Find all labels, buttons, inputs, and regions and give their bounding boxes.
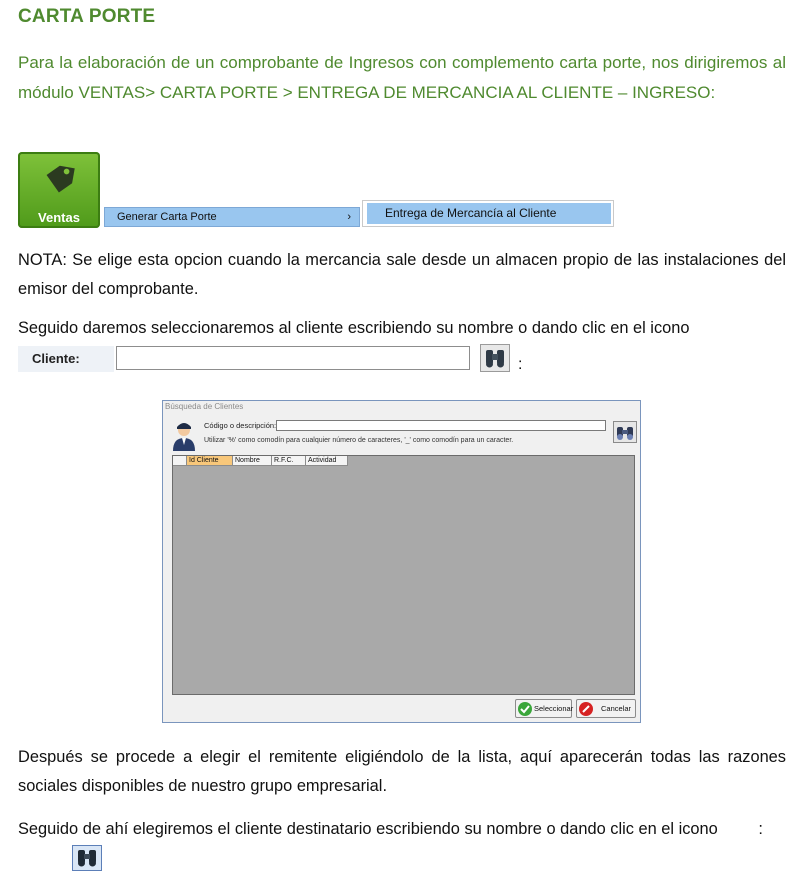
seleccionar-button[interactable] bbox=[515, 699, 572, 718]
binoculars-icon bbox=[614, 422, 636, 442]
wildcard-hint: Utilizar '%' como comodín para cualquier número de caracteres, '_' como comodín para un caracter. bbox=[204, 437, 514, 444]
cliente-label: Cliente: bbox=[18, 346, 114, 372]
binoculars-icon bbox=[481, 345, 509, 371]
column-header[interactable]: Actividad bbox=[306, 456, 348, 466]
step2-paragraph: Después se procede a elegir el remitente eligiéndolo de la lista, aquí aparecerán todas las razones sociales disponibles de nuestro grupo empresarial. bbox=[18, 748, 786, 795]
clientes-grid[interactable] bbox=[172, 455, 635, 695]
menu-item-generar-carta-porte[interactable] bbox=[104, 207, 360, 227]
step1-paragraph: Seguido daremos seleccionaremos al cliente escribiendo su nombre o dando clic en el icono bbox=[18, 319, 690, 337]
column-header[interactable]: Id Cliente bbox=[187, 456, 233, 466]
column-header[interactable]: Nombre bbox=[233, 456, 272, 466]
binoculars-button[interactable] bbox=[480, 344, 510, 372]
cliente-input[interactable] bbox=[116, 346, 470, 370]
colon: : bbox=[758, 820, 763, 838]
ventas-module-tile[interactable] bbox=[18, 152, 100, 228]
nota-paragraph: NOTA: Se elige esta opcion cuando la mercancia sale desde un almacen propio de las instalaciones del emisor del comprobante. bbox=[18, 251, 786, 298]
menu-item-label: Generar Carta Porte bbox=[117, 211, 217, 223]
cancelar-label: Cancelar bbox=[601, 704, 632, 713]
dialog-title: Búsqueda de Clientes bbox=[165, 402, 244, 411]
binoculars-button[interactable] bbox=[72, 845, 102, 871]
dialog-search-button[interactable] bbox=[613, 421, 637, 443]
colon: : bbox=[518, 356, 523, 373]
binoculars-icon bbox=[73, 846, 101, 870]
cancelar-button[interactable] bbox=[576, 699, 636, 718]
tag-icon bbox=[40, 162, 78, 200]
menu-item-entrega-mercancia[interactable]: Entrega de Mercancía al Cliente bbox=[367, 203, 611, 224]
row-selector-header bbox=[173, 456, 187, 466]
step3-paragraph bbox=[18, 815, 786, 844]
page-title: CARTA PORTE bbox=[18, 6, 156, 27]
code-label: Código o descripción: bbox=[204, 421, 277, 430]
cancel-icon bbox=[579, 702, 593, 716]
column-header[interactable]: R.F.C. bbox=[272, 456, 306, 466]
ventas-label: Ventas bbox=[38, 210, 80, 225]
busqueda-clientes-dialog bbox=[162, 400, 641, 723]
intro-paragraph: Para la elaboración de un comprobante de Ingresos con complemento carta porte, nos dirigiremos al módulo VENTAS> CARTA PORTE > ENTREGA DE MERCANCIA AL CLIENTE – INGRESO: bbox=[18, 53, 786, 102]
check-icon bbox=[518, 702, 532, 716]
chevron-right-icon: › bbox=[347, 211, 351, 223]
step3-text: Seguido de ahí elegiremos el cliente destinatario escribiendo su nombre o dando clic en el icono bbox=[18, 820, 718, 838]
code-input[interactable] bbox=[276, 420, 606, 431]
grid-header bbox=[173, 456, 348, 466]
seleccionar-label: Seleccionar bbox=[534, 704, 574, 713]
person-icon bbox=[171, 421, 197, 451]
submenu bbox=[362, 200, 614, 227]
